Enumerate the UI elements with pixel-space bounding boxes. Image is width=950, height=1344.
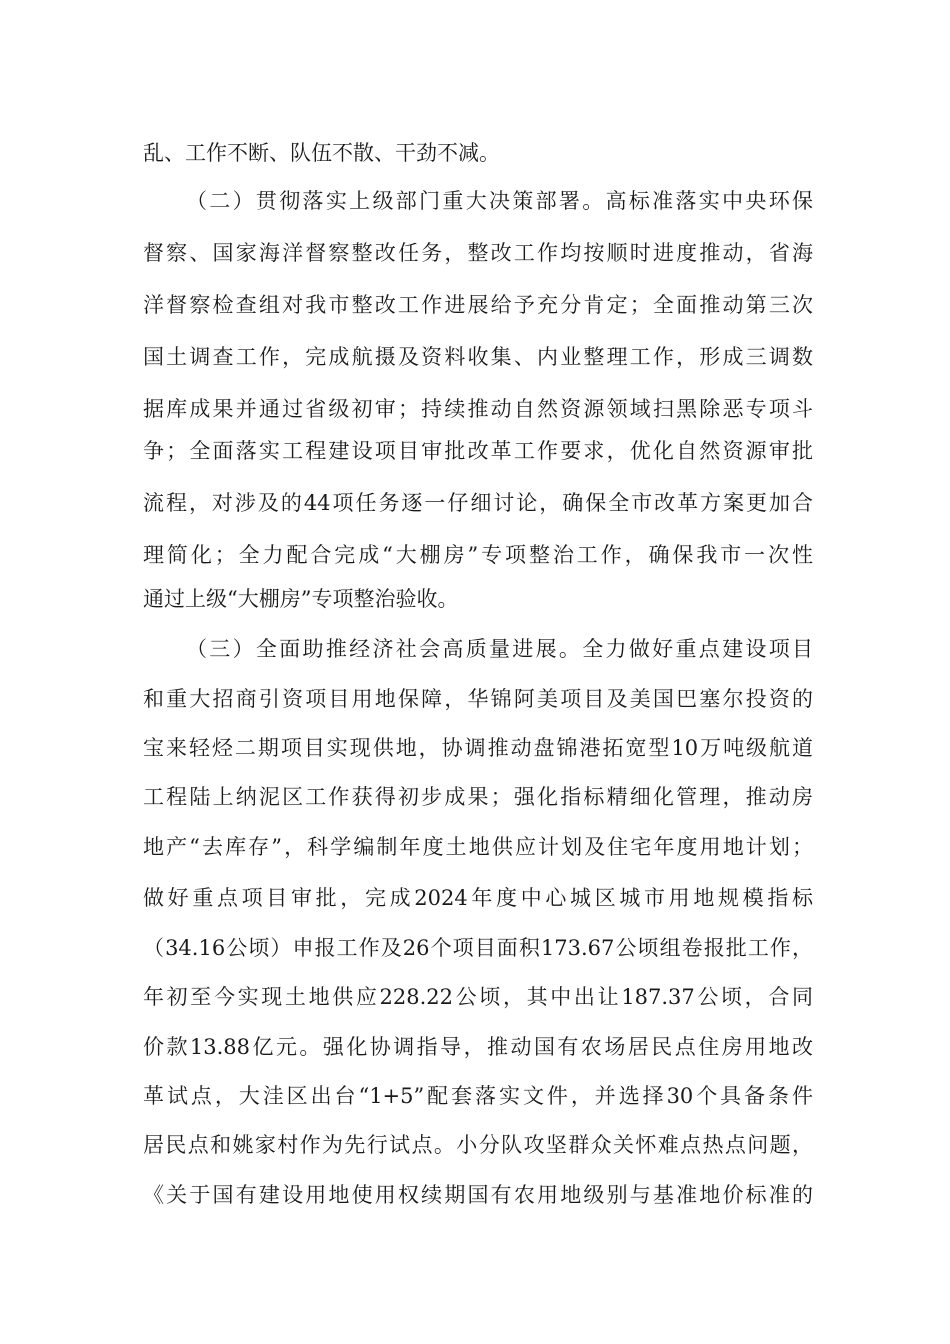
text-line: 流程，对涉及的44项任务逐一仔细讨论，确保全市改革方案更加合	[143, 491, 813, 515]
text-line: 宝来轻烃二期项目实现供地，协调推动盘锦港拓宽型10万吨级航道	[143, 736, 813, 760]
text-line: 通过上级“大棚房”专项整治验收。	[143, 587, 459, 611]
text-line: 居民点和姚家村作为先行试点。小分队攻坚群众关怀难点热点问题，	[143, 1133, 813, 1157]
text-line: 理简化；全力配合完成“大棚房”专项整治工作，确保我市一次性	[143, 543, 813, 567]
text-line: 乱、工作不断、队伍不散、干劲不减。	[143, 141, 500, 165]
text-line: 价款13.88亿元。强化协调指导，推动国有农场居民点住房用地改	[143, 1035, 813, 1059]
text-line: 工程陆上纳泥区工作获得初步成果；强化指标精细化管理，推动房	[143, 785, 813, 809]
text-line: 据库成果并通过省级初审；持续推动自然资源领域扫黑除恶专项斗	[143, 397, 813, 421]
text-line: 《关于国有建设用地使用权续期国有农用地级别与基准地价标准的	[143, 1183, 813, 1207]
text-line: 年初至今实现土地供应228.22公顷，其中出让187.37公顷，合同	[143, 985, 813, 1009]
text-line: 洋督察检查组对我市整改工作进展给予充分肯定；全面推动第三次	[143, 293, 813, 317]
text-line: （34.16公顷）申报工作及26个项目面积173.67公顷组卷报批工作，	[143, 936, 813, 960]
text-line: 和重大招商引资项目用地保障，华锦阿美项目及美国巴塞尔投资的	[143, 687, 813, 711]
text-line: 国土调查工作，完成航摄及资料收集、内业整理工作，形成三调数	[143, 345, 813, 369]
text-line: 争；全面落实工程建设项目审批改革工作要求，优化自然资源审批	[143, 439, 813, 463]
text-line: 地产“去库存”，科学编制年度土地供应计划及住宅年度用地计划；	[143, 835, 813, 859]
text-line: 做好重点项目审批，完成2024年度中心城区城市用地规模指标	[143, 886, 813, 910]
paragraph-heading-line: （三）全面助推经济社会高质量进展。全力做好重点建设项目	[186, 637, 813, 661]
paragraph-heading-line: （二）贯彻落实上级部门重大决策部署。高标准落实中央环保	[186, 189, 813, 213]
text-line: 督察、国家海洋督察整改任务，整改工作均按顺时进度推动，省海	[143, 241, 813, 265]
text-line: 革试点，大洼区出台“1+5”配套落实文件，并选择30个具备条件	[143, 1084, 813, 1108]
